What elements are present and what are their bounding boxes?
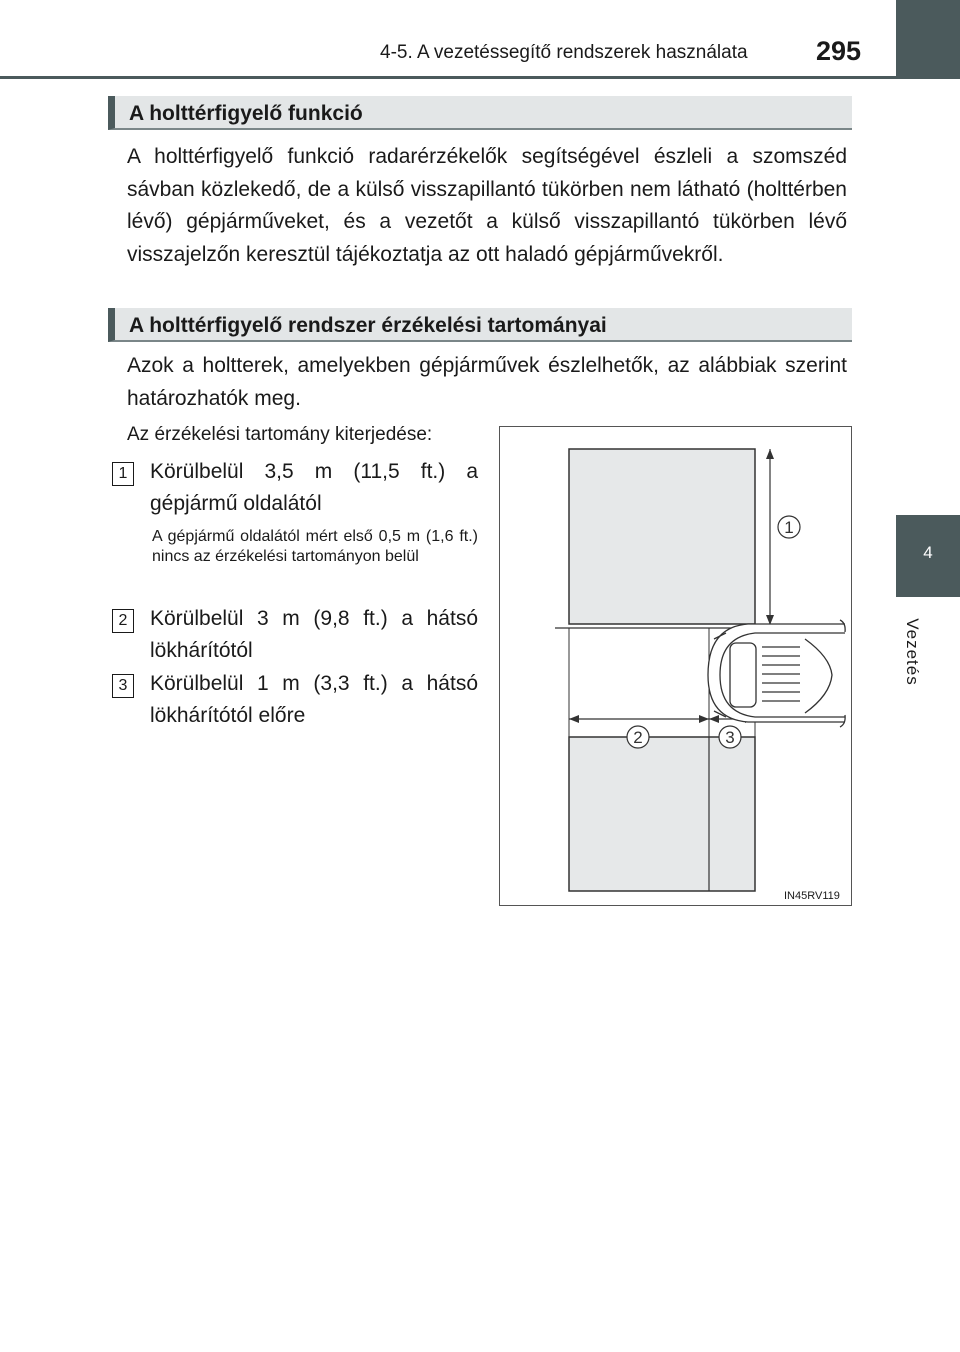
callout-2-label: 2	[633, 728, 643, 747]
item-text: Körülbelül 1 m (3,3 ft.) a hátsó lökhárítótól előre	[150, 672, 478, 727]
item-number-box: 2	[112, 609, 134, 633]
zone-side	[569, 449, 755, 624]
function-description: A holttérfigyelő funkció radarérzékelők segítségével észleli a szomszéd sávban közlekedő, de a külső visszapillantó tükörben nem látható (holttérben lévő) gépjárműveket, és a vezetőt a külső visszapillantó tükörben lévő visszajelzőn keresztül tájékoztatja az ott haladó gépjárművekről.	[127, 145, 847, 266]
item-text: Körülbelül 3,5 m (11,5 ft.) a gépjármű oldalától	[150, 460, 478, 515]
diagram-code: IN45RV119	[784, 890, 840, 902]
section-heading-text: A holttérfigyelő funkció	[129, 102, 363, 125]
dimension-2-arrow-right	[699, 715, 709, 723]
section-heading-ranges	[108, 308, 852, 342]
item-number-box: 1	[112, 462, 134, 486]
chapter-label: Vezetés	[903, 618, 922, 686]
item-note: A gépjármű oldalától mért első 0,5 m (1,6 ft.) nincs az érzékelési tartományon belül	[152, 528, 478, 565]
section-heading-function	[108, 96, 852, 130]
header-rule	[0, 76, 960, 79]
diagram-drawing	[500, 427, 853, 907]
side-tab-top	[896, 0, 960, 76]
item-text: Körülbelül 3 m (9,8 ft.) a hátsó lökhárítótól	[150, 607, 478, 662]
chapter-tab	[896, 515, 960, 597]
detection-range-diagram	[499, 426, 852, 906]
zone-rear	[569, 737, 755, 891]
ranges-intro: Azok a holtterek, amelyekben gépjárművek észlelhetők, az alábbiak szerint határozhatók meg.	[127, 354, 847, 410]
callout-1-label: 1	[784, 518, 794, 537]
page-number: 295	[816, 36, 862, 66]
range-label: Az érzékelési tartomány kiterjedése:	[127, 424, 433, 445]
running-header: 4-5. A vezetéssegítő rendszerek használata	[380, 42, 748, 63]
dimension-2-arrow-left	[569, 715, 579, 723]
chapter-number: 4	[923, 543, 933, 562]
section-heading-text: A holttérfigyelő rendszer érzékelési tartományai	[129, 314, 607, 337]
dimension-1-arrow-top	[766, 449, 774, 459]
item-number-box: 3	[112, 674, 134, 698]
dimension-3-arrow-left	[709, 715, 719, 723]
callout-3-label: 3	[725, 728, 735, 747]
car-icon	[708, 620, 845, 727]
